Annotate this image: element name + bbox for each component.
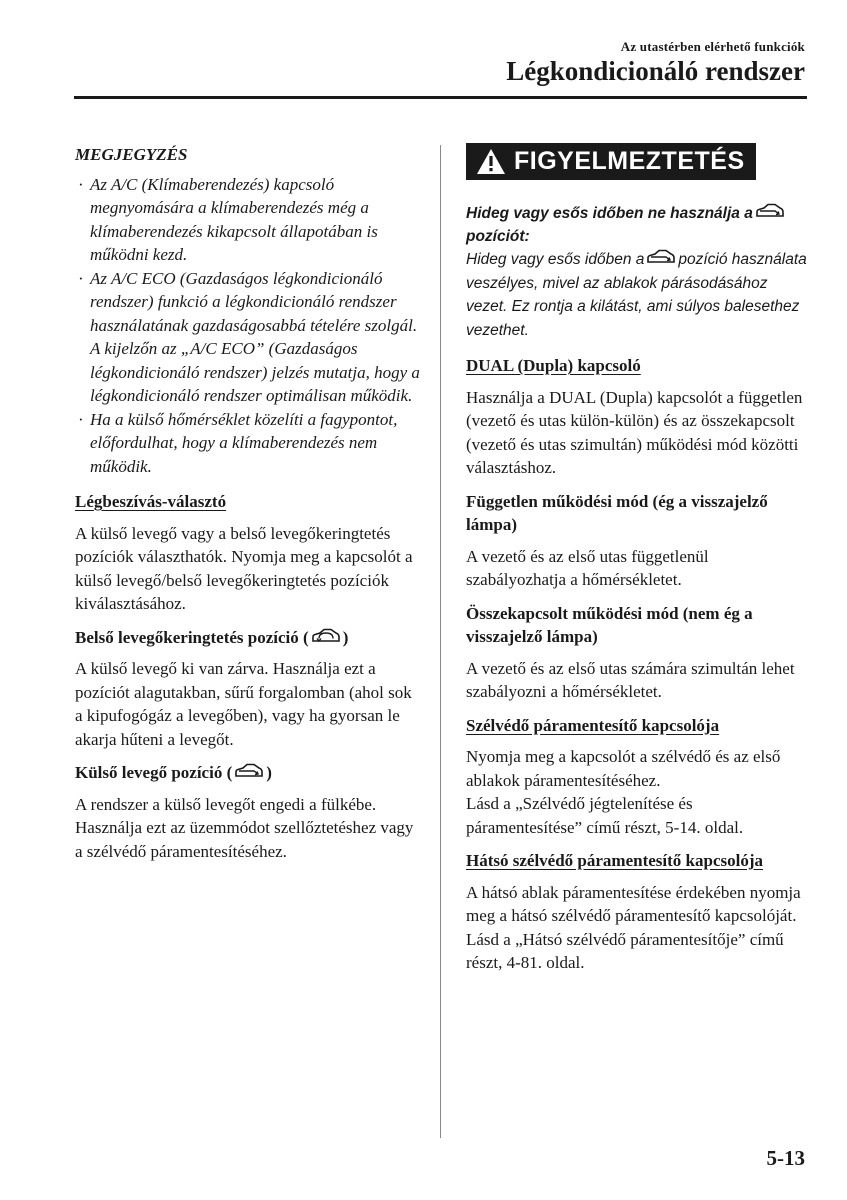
warning-body: Hideg vagy esős időben a pozíció használata veszélyes, mivel az ablakok párásodásához vezet. Ez rontja a kilátást, ami súlyos balesethez vezethet. (466, 251, 807, 339)
dual-heading: DUAL (Dupla) kapcsoló (466, 356, 641, 375)
intake-heading: Légbeszívás-választó (75, 492, 227, 511)
warning-triangle-icon (476, 148, 506, 175)
independent-mode-text: A vezető és az első utas függetlenül szabályozhatja a hőmérsékletet. (466, 546, 709, 589)
defroster-reference: Lásd a „Szélvédő jégtelenítése és páramentesítése” című részt, 5-14. oldal. (466, 794, 744, 837)
outside-air-car-icon (646, 249, 676, 266)
rear-defroster-heading: Hátsó szélvédő páramentesítő kapcsolója (466, 851, 764, 870)
recirc-text: A külső levegő ki van zárva. Használja ezt a pozíciót alagutakban, sűrű forgalomban (ahol sok a kipufogógáz a levegőben), vagy ha gyorsan le akarja hűteni a levegőt. (75, 659, 412, 749)
warning-banner (466, 143, 756, 180)
independent-mode-heading: Független működési mód (ég a visszajelző lámpa) (466, 491, 768, 534)
warning-label: FIGYELMEZTETÉS (514, 146, 745, 175)
warning-heading: Hideg vagy esős időben ne használja a pozíciót: (466, 202, 811, 248)
recirculation-car-icon (311, 628, 341, 645)
page-number: 5-13 (766, 1146, 805, 1170)
note-item: · Az A/C (Klímaberendezés) kapcsoló megnyomására a klímaberendezés még a klímaberendezés kikapcsolt állapotában is működni kezd. (78, 174, 378, 264)
bullet-dot-icon: · (78, 409, 84, 429)
header-rule (74, 96, 807, 99)
note-list (75, 173, 420, 479)
left-column (75, 143, 420, 873)
linked-mode-text: A vezető és az első utas számára szimultán lehet szabályozni a hőmérsékletet. (466, 658, 795, 701)
header-section-label: Az utastérben elérhető funkciók (620, 39, 805, 54)
outside-air-car-icon (755, 203, 785, 220)
rear-defroster-text: A hátsó ablak páramentesítése érdekében nyomja meg a hátsó szélvédő páramentesítő kapcsolóját. (466, 882, 801, 925)
recirc-heading: Belső levegőkeringtetés pozíció ( ) (75, 627, 349, 647)
right-column (466, 143, 811, 985)
outside-air-car-icon (234, 763, 264, 780)
bullet-dot-icon: · (78, 174, 84, 194)
outside-air-heading: Külső levegő pozíció ( ) (75, 763, 272, 782)
dual-text: Használja a DUAL (Dupla) kapcsolót a független (vezető és utas külön-külön) és az összekapcsolt (vezető és utas szimultán) működési mód közötti választáshoz. (466, 387, 803, 477)
note-item: · Az A/C ECO (Gazdaságos légkondicionáló rendszer) funkció a légkondicionáló rendszer használatának gazdaságosabbá tételére szolgál. A kijelzőn az „A/C ECO” (Gazdaságos légkondicionáló rendszer) jelzés mutatja, hogy a légkondicionáló rendszer optimálisan működik. (78, 268, 420, 405)
linked-mode-heading: Összekapcsolt működési mód (nem ég a visszajelző lámpa) (466, 603, 753, 646)
bullet-dot-icon: · (78, 268, 84, 288)
outside-air-text: A rendszer a külső levegőt engedi a fülkébe. Használja ezt az üzemmódot szellőztetéshez vagy a szélvédő páramentesítéséhez. (75, 794, 414, 861)
defroster-heading: Szélvédő páramentesítő kapcsolója (466, 715, 720, 735)
note-item: · Ha a külső hőmérséklet közelíti a fagypontot, előfordulhat, hogy a klímaberendezés nem működik. (78, 409, 398, 476)
column-divider (440, 145, 441, 1138)
note-heading: MEGJEGYZÉS (75, 145, 188, 164)
page-title: Légkondicionáló rendszer (506, 56, 805, 86)
intake-text: A külső levegő vagy a belső levegőkeringtetés pozíciók választhatók. Nyomja meg a kapcsolót a külső levegő/belső levegőkeringtetés pozíciók kiválasztásához. (75, 523, 413, 613)
defroster-text: Nyomja meg a kapcsolót a szélvédő és az első ablakok páramentesítéséhez. (466, 747, 781, 790)
rear-defroster-reference: Lásd a „Hátsó szélvédő páramentesítője” című részt, 4-81. oldal. (466, 929, 784, 972)
